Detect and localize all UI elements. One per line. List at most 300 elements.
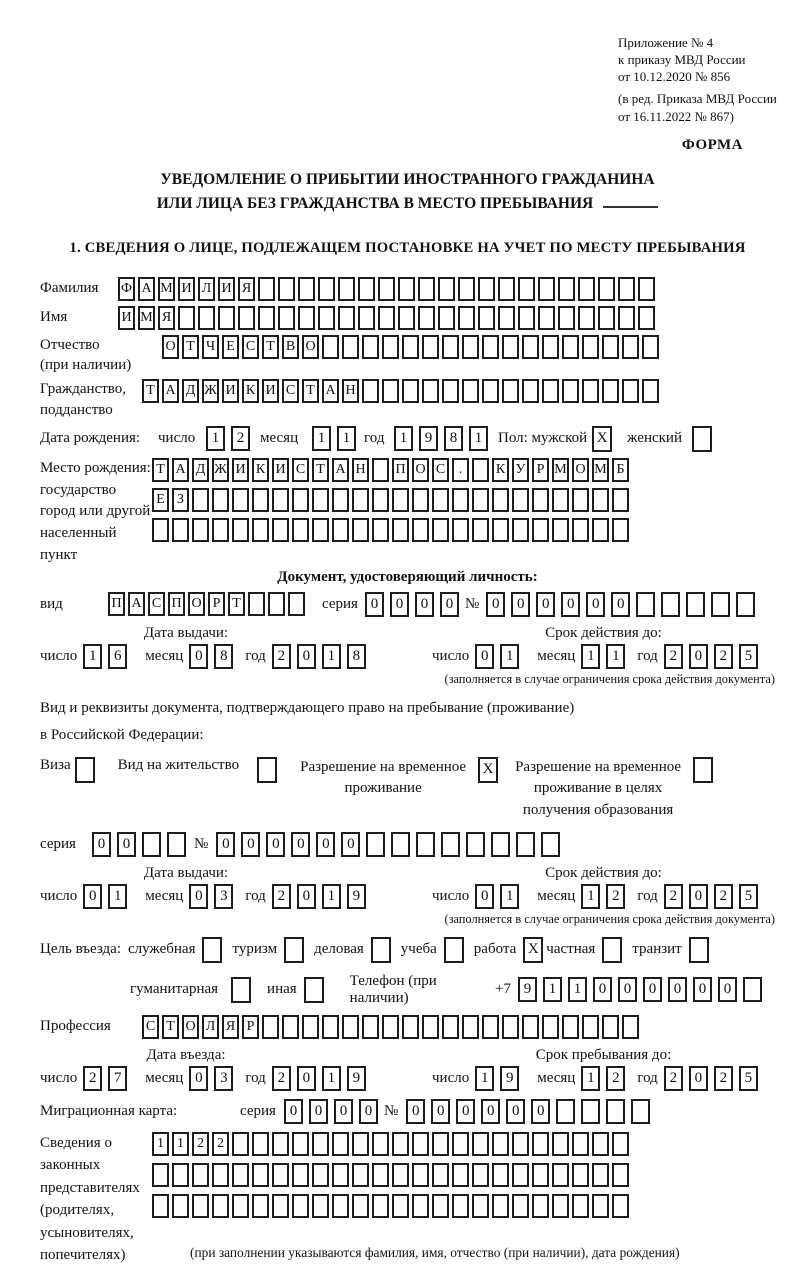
char-cell[interactable]: 3 [214, 884, 233, 909]
char-cell[interactable]: С [142, 1015, 159, 1039]
char-cell[interactable] [292, 1194, 309, 1218]
char-cell[interactable]: 0 [92, 832, 111, 857]
char-cell[interactable] [312, 1163, 329, 1187]
char-cell[interactable] [542, 335, 559, 359]
char-cell[interactable]: Т [182, 335, 199, 359]
char-cell[interactable] [412, 488, 429, 512]
char-cell[interactable]: 0 [117, 832, 136, 857]
char-cell[interactable] [398, 306, 415, 330]
char-cell[interactable] [552, 518, 569, 542]
char-cell[interactable]: 2 [606, 1066, 625, 1091]
char-cell[interactable] [472, 1163, 489, 1187]
char-cell[interactable] [466, 832, 485, 857]
res-valid-day[interactable] [475, 884, 525, 909]
char-cell[interactable]: 5 [739, 884, 758, 909]
char-cell[interactable]: 1 [581, 644, 600, 669]
char-cell[interactable] [532, 518, 549, 542]
char-cell[interactable] [686, 592, 705, 617]
doc-valid-year[interactable] [664, 644, 764, 669]
birth-place-row2[interactable] [152, 488, 632, 512]
char-cell[interactable]: О [162, 335, 179, 359]
char-cell[interactable] [292, 518, 309, 542]
char-cell[interactable]: А [128, 592, 145, 616]
char-cell[interactable] [606, 1099, 625, 1124]
char-cell[interactable] [358, 277, 375, 301]
char-cell[interactable]: 0 [431, 1099, 450, 1124]
birth-day-cells[interactable] [206, 426, 256, 451]
birth-place-row1[interactable] [152, 458, 632, 482]
char-cell[interactable]: 0 [511, 592, 530, 617]
char-cell[interactable] [558, 277, 575, 301]
char-cell[interactable] [278, 306, 295, 330]
char-cell[interactable] [192, 488, 209, 512]
char-cell[interactable]: И [232, 458, 249, 482]
char-cell[interactable] [592, 1194, 609, 1218]
surname-cells[interactable] [118, 277, 658, 301]
char-cell[interactable]: 0 [586, 592, 605, 617]
doc-issue-day[interactable] [83, 644, 133, 669]
char-cell[interactable] [458, 277, 475, 301]
char-cell[interactable] [602, 379, 619, 403]
char-cell[interactable]: О [412, 458, 429, 482]
char-cell[interactable] [212, 1163, 229, 1187]
char-cell[interactable] [372, 1194, 389, 1218]
char-cell[interactable] [172, 1163, 189, 1187]
mig-series-cells[interactable] [284, 1099, 384, 1124]
char-cell[interactable]: И [262, 379, 279, 403]
char-cell[interactable]: 8 [214, 644, 233, 669]
char-cell[interactable]: 2 [231, 426, 250, 451]
entry-day[interactable] [83, 1066, 133, 1091]
char-cell[interactable]: 1 [500, 884, 519, 909]
char-cell[interactable]: Т [228, 592, 245, 616]
char-cell[interactable] [618, 277, 635, 301]
char-cell[interactable] [338, 277, 355, 301]
char-cell[interactable] [232, 488, 249, 512]
char-cell[interactable]: 7 [108, 1066, 127, 1091]
char-cell[interactable]: 0 [475, 884, 494, 909]
char-cell[interactable]: Р [208, 592, 225, 616]
char-cell[interactable]: 2 [714, 884, 733, 909]
char-cell[interactable]: 1 [475, 1066, 494, 1091]
char-cell[interactable]: 0 [689, 884, 708, 909]
char-cell[interactable]: 1 [337, 426, 356, 451]
char-cell[interactable]: 0 [359, 1099, 378, 1124]
char-cell[interactable] [318, 306, 335, 330]
char-cell[interactable] [442, 335, 459, 359]
char-cell[interactable]: К [242, 379, 259, 403]
checkbox-purpose-business[interactable] [371, 937, 391, 963]
char-cell[interactable]: А [332, 458, 349, 482]
checkbox-purpose-official[interactable] [202, 937, 222, 963]
char-cell[interactable] [522, 1015, 539, 1039]
char-cell[interactable]: М [138, 306, 155, 330]
char-cell[interactable] [362, 1015, 379, 1039]
char-cell[interactable] [512, 1194, 529, 1218]
char-cell[interactable]: К [492, 458, 509, 482]
char-cell[interactable]: Л [198, 277, 215, 301]
char-cell[interactable]: Ж [202, 379, 219, 403]
char-cell[interactable]: 2 [606, 884, 625, 909]
char-cell[interactable] [432, 518, 449, 542]
char-cell[interactable]: 0 [506, 1099, 525, 1124]
char-cell[interactable]: 2 [714, 1066, 733, 1091]
char-cell[interactable] [562, 379, 579, 403]
char-cell[interactable] [638, 277, 655, 301]
entry-month[interactable] [189, 1066, 239, 1091]
mig-number-cells[interactable] [406, 1099, 656, 1124]
rep-row3[interactable] [152, 1194, 632, 1218]
char-cell[interactable] [232, 518, 249, 542]
char-cell[interactable] [572, 518, 589, 542]
char-cell[interactable] [352, 1194, 369, 1218]
char-cell[interactable]: А [138, 277, 155, 301]
char-cell[interactable]: 0 [216, 832, 235, 857]
char-cell[interactable] [642, 335, 659, 359]
char-cell[interactable] [352, 518, 369, 542]
char-cell[interactable] [298, 277, 315, 301]
char-cell[interactable]: 1 [322, 644, 341, 669]
char-cell[interactable] [391, 832, 410, 857]
char-cell[interactable] [612, 1163, 629, 1187]
char-cell[interactable] [352, 488, 369, 512]
char-cell[interactable] [178, 306, 195, 330]
char-cell[interactable] [252, 1132, 269, 1156]
char-cell[interactable] [392, 488, 409, 512]
char-cell[interactable] [572, 1163, 589, 1187]
char-cell[interactable] [478, 306, 495, 330]
char-cell[interactable]: 0 [316, 832, 335, 857]
char-cell[interactable] [642, 379, 659, 403]
char-cell[interactable]: Н [352, 458, 369, 482]
char-cell[interactable] [482, 335, 499, 359]
char-cell[interactable] [432, 488, 449, 512]
char-cell[interactable]: 6 [108, 644, 127, 669]
char-cell[interactable] [492, 488, 509, 512]
rep-row2[interactable] [152, 1163, 632, 1187]
char-cell[interactable]: З [172, 488, 189, 512]
char-cell[interactable] [252, 518, 269, 542]
char-cell[interactable]: М [158, 277, 175, 301]
res-issue-month[interactable] [189, 884, 239, 909]
char-cell[interactable] [581, 1099, 600, 1124]
char-cell[interactable] [382, 1015, 399, 1039]
char-cell[interactable]: 2 [664, 884, 683, 909]
doc-issue-month[interactable] [189, 644, 239, 669]
char-cell[interactable]: 1 [152, 1132, 169, 1156]
char-cell[interactable]: Т [312, 458, 329, 482]
char-cell[interactable] [378, 306, 395, 330]
char-cell[interactable]: 0 [390, 592, 409, 617]
char-cell[interactable] [412, 1194, 429, 1218]
char-cell[interactable]: О [188, 592, 205, 616]
char-cell[interactable] [292, 488, 309, 512]
char-cell[interactable] [578, 277, 595, 301]
char-cell[interactable] [462, 379, 479, 403]
checkbox-visa[interactable] [75, 757, 95, 783]
char-cell[interactable]: 1 [83, 644, 102, 669]
char-cell[interactable]: О [182, 1015, 199, 1039]
char-cell[interactable] [412, 518, 429, 542]
char-cell[interactable] [661, 592, 680, 617]
checkbox-purpose-transit[interactable] [689, 937, 709, 963]
char-cell[interactable]: 1 [312, 426, 331, 451]
char-cell[interactable] [492, 1194, 509, 1218]
char-cell[interactable] [312, 1194, 329, 1218]
char-cell[interactable] [312, 488, 329, 512]
char-cell[interactable]: 1 [568, 977, 587, 1002]
char-cell[interactable] [612, 518, 629, 542]
char-cell[interactable] [192, 1163, 209, 1187]
checkbox-purpose-humanitarian[interactable] [231, 977, 251, 1003]
char-cell[interactable] [622, 335, 639, 359]
char-cell[interactable] [212, 1194, 229, 1218]
citizenship-cells[interactable] [142, 379, 662, 403]
res-number-cells[interactable] [216, 832, 566, 857]
char-cell[interactable] [512, 1163, 529, 1187]
char-cell[interactable]: С [292, 458, 309, 482]
char-cell[interactable] [522, 335, 539, 359]
char-cell[interactable] [598, 277, 615, 301]
char-cell[interactable] [232, 1163, 249, 1187]
char-cell[interactable] [392, 1163, 409, 1187]
char-cell[interactable] [541, 832, 560, 857]
char-cell[interactable] [552, 1132, 569, 1156]
char-cell[interactable] [542, 379, 559, 403]
res-issue-day[interactable] [83, 884, 133, 909]
char-cell[interactable]: 2 [714, 644, 733, 669]
char-cell[interactable] [438, 306, 455, 330]
char-cell[interactable] [552, 1163, 569, 1187]
char-cell[interactable] [482, 1015, 499, 1039]
char-cell[interactable] [602, 335, 619, 359]
char-cell[interactable] [372, 458, 389, 482]
char-cell[interactable] [318, 277, 335, 301]
char-cell[interactable]: 2 [272, 884, 291, 909]
char-cell[interactable] [516, 832, 535, 857]
char-cell[interactable]: О [572, 458, 589, 482]
char-cell[interactable] [262, 1015, 279, 1039]
res-valid-year[interactable] [664, 884, 764, 909]
char-cell[interactable]: И [222, 379, 239, 403]
char-cell[interactable]: 0 [593, 977, 612, 1002]
checkbox-temp-residence-edu[interactable] [693, 757, 713, 783]
char-cell[interactable] [582, 379, 599, 403]
char-cell[interactable] [342, 1015, 359, 1039]
char-cell[interactable] [392, 1194, 409, 1218]
char-cell[interactable] [332, 488, 349, 512]
char-cell[interactable] [418, 277, 435, 301]
char-cell[interactable]: 0 [531, 1099, 550, 1124]
char-cell[interactable] [472, 488, 489, 512]
char-cell[interactable] [167, 832, 186, 857]
char-cell[interactable]: Л [202, 1015, 219, 1039]
char-cell[interactable]: 5 [739, 644, 758, 669]
char-cell[interactable] [298, 306, 315, 330]
char-cell[interactable]: 2 [83, 1066, 102, 1091]
char-cell[interactable] [258, 277, 275, 301]
char-cell[interactable] [592, 1163, 609, 1187]
char-cell[interactable] [332, 1194, 349, 1218]
char-cell[interactable]: И [118, 306, 135, 330]
char-cell[interactable] [398, 277, 415, 301]
char-cell[interactable]: М [552, 458, 569, 482]
char-cell[interactable]: 0 [297, 884, 316, 909]
char-cell[interactable] [711, 592, 730, 617]
char-cell[interactable] [636, 592, 655, 617]
char-cell[interactable]: 1 [108, 884, 127, 909]
checkbox-purpose-work[interactable]: X [523, 937, 543, 963]
char-cell[interactable]: О [302, 335, 319, 359]
char-cell[interactable] [252, 1163, 269, 1187]
char-cell[interactable]: 0 [341, 832, 360, 857]
char-cell[interactable]: 3 [214, 1066, 233, 1091]
char-cell[interactable]: Ч [202, 335, 219, 359]
char-cell[interactable] [498, 277, 515, 301]
char-cell[interactable]: 2 [192, 1132, 209, 1156]
char-cell[interactable] [272, 1194, 289, 1218]
char-cell[interactable] [502, 1015, 519, 1039]
char-cell[interactable] [492, 518, 509, 542]
char-cell[interactable]: К [252, 458, 269, 482]
char-cell[interactable]: 0 [266, 832, 285, 857]
char-cell[interactable] [472, 458, 489, 482]
char-cell[interactable] [272, 1132, 289, 1156]
char-cell[interactable] [622, 1015, 639, 1039]
char-cell[interactable]: С [282, 379, 299, 403]
char-cell[interactable]: 0 [83, 884, 102, 909]
char-cell[interactable]: 8 [444, 426, 463, 451]
char-cell[interactable]: В [282, 335, 299, 359]
char-cell[interactable] [422, 335, 439, 359]
char-cell[interactable]: 1 [500, 644, 519, 669]
char-cell[interactable] [352, 1132, 369, 1156]
char-cell[interactable] [491, 832, 510, 857]
char-cell[interactable] [452, 1163, 469, 1187]
char-cell[interactable] [452, 488, 469, 512]
char-cell[interactable] [462, 335, 479, 359]
char-cell[interactable]: 9 [347, 1066, 366, 1091]
char-cell[interactable]: Я [238, 277, 255, 301]
char-cell[interactable]: 0 [718, 977, 737, 1002]
name-cells[interactable] [118, 306, 658, 330]
char-cell[interactable] [612, 1194, 629, 1218]
char-cell[interactable] [272, 488, 289, 512]
char-cell[interactable] [578, 306, 595, 330]
char-cell[interactable]: 9 [419, 426, 438, 451]
char-cell[interactable] [322, 335, 339, 359]
char-cell[interactable]: 1 [322, 1066, 341, 1091]
char-cell[interactable]: 0 [536, 592, 555, 617]
char-cell[interactable] [492, 1132, 509, 1156]
char-cell[interactable]: 1 [606, 644, 625, 669]
char-cell[interactable] [556, 1099, 575, 1124]
char-cell[interactable] [492, 1163, 509, 1187]
char-cell[interactable]: 0 [309, 1099, 328, 1124]
char-cell[interactable] [462, 1015, 479, 1039]
char-cell[interactable]: 9 [500, 1066, 519, 1091]
char-cell[interactable] [532, 1132, 549, 1156]
birth-place-row3[interactable] [152, 518, 632, 542]
char-cell[interactable] [572, 1194, 589, 1218]
char-cell[interactable]: 0 [189, 644, 208, 669]
char-cell[interactable] [342, 335, 359, 359]
char-cell[interactable]: Р [242, 1015, 259, 1039]
char-cell[interactable] [322, 1015, 339, 1039]
char-cell[interactable] [442, 1015, 459, 1039]
char-cell[interactable] [362, 379, 379, 403]
char-cell[interactable] [542, 1015, 559, 1039]
char-cell[interactable]: 0 [611, 592, 630, 617]
char-cell[interactable] [452, 1132, 469, 1156]
char-cell[interactable] [292, 1163, 309, 1187]
char-cell[interactable] [238, 306, 255, 330]
char-cell[interactable]: 0 [406, 1099, 425, 1124]
char-cell[interactable] [282, 1015, 299, 1039]
char-cell[interactable] [478, 277, 495, 301]
char-cell[interactable] [258, 306, 275, 330]
char-cell[interactable] [172, 518, 189, 542]
char-cell[interactable]: Д [182, 379, 199, 403]
char-cell[interactable] [458, 306, 475, 330]
char-cell[interactable]: 0 [334, 1099, 353, 1124]
char-cell[interactable] [382, 335, 399, 359]
char-cell[interactable]: Р [532, 458, 549, 482]
char-cell[interactable] [412, 1132, 429, 1156]
char-cell[interactable] [142, 832, 161, 857]
char-cell[interactable]: 0 [561, 592, 580, 617]
doc-valid-day[interactable] [475, 644, 525, 669]
checkbox-purpose-study[interactable] [444, 937, 464, 963]
char-cell[interactable]: Я [222, 1015, 239, 1039]
char-cell[interactable]: Т [262, 335, 279, 359]
char-cell[interactable]: 0 [297, 1066, 316, 1091]
stay-month[interactable] [581, 1066, 631, 1091]
char-cell[interactable] [402, 379, 419, 403]
char-cell[interactable] [292, 1132, 309, 1156]
char-cell[interactable] [422, 1015, 439, 1039]
char-cell[interactable] [268, 592, 285, 616]
char-cell[interactable] [452, 518, 469, 542]
char-cell[interactable] [512, 488, 529, 512]
char-cell[interactable] [558, 306, 575, 330]
char-cell[interactable]: П [168, 592, 185, 616]
char-cell[interactable]: . [452, 458, 469, 482]
char-cell[interactable]: 2 [272, 644, 291, 669]
char-cell[interactable] [312, 518, 329, 542]
char-cell[interactable] [402, 335, 419, 359]
char-cell[interactable] [598, 306, 615, 330]
char-cell[interactable] [631, 1099, 650, 1124]
char-cell[interactable] [302, 1015, 319, 1039]
char-cell[interactable]: М [592, 458, 609, 482]
char-cell[interactable] [192, 1194, 209, 1218]
char-cell[interactable]: 0 [481, 1099, 500, 1124]
char-cell[interactable] [502, 379, 519, 403]
char-cell[interactable]: А [322, 379, 339, 403]
char-cell[interactable] [288, 592, 305, 616]
char-cell[interactable]: 1 [206, 426, 225, 451]
char-cell[interactable] [418, 306, 435, 330]
char-cell[interactable] [212, 488, 229, 512]
char-cell[interactable] [152, 1194, 169, 1218]
char-cell[interactable]: С [432, 458, 449, 482]
char-cell[interactable] [416, 832, 435, 857]
char-cell[interactable]: И [218, 277, 235, 301]
birth-month-cells[interactable] [312, 426, 362, 451]
res-series-cells[interactable] [92, 832, 192, 857]
char-cell[interactable] [332, 518, 349, 542]
